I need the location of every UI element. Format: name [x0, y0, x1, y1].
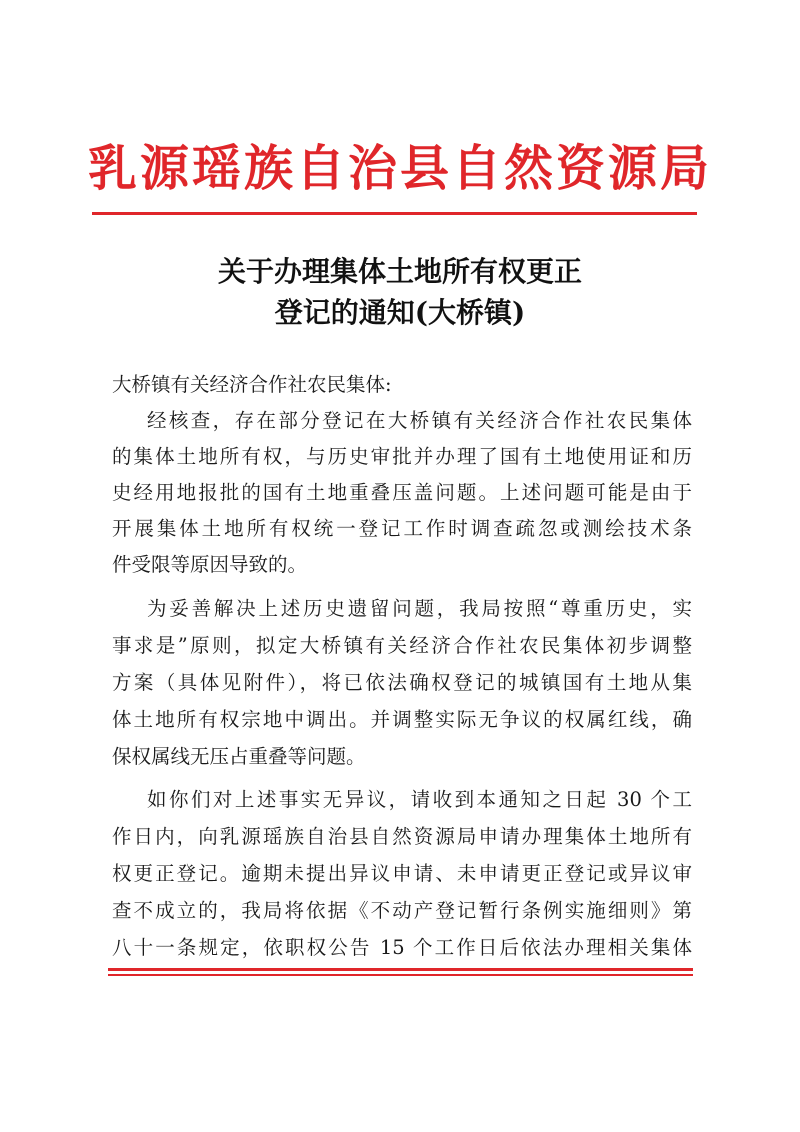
paragraph-3-line: 如你们对上述事实无异议，请收到本通知之日起 30 个工: [147, 788, 692, 811]
footer-red-rule-thin: [108, 974, 693, 976]
paragraph-3-line: 查不成立的，我局将依据《不动产登记暂行条例实施细则》第: [112, 899, 692, 922]
paragraph-2-line: 体土地所有权宗地中调出。并调整实际无争议的权属红线，确: [112, 708, 692, 731]
paragraph-1-line: 史经用地报批的国有土地重叠压盖问题。上述问题可能是由于: [112, 481, 692, 504]
paragraph-1-line: 件受限等原因导致的。: [112, 553, 308, 576]
paragraph-3-line: 八十一条规定，依职权公告 15 个工作日后依法办理相关集体: [112, 936, 692, 959]
issuing-authority-heading: 乳源瑶族自治县自然资源局: [87, 139, 712, 197]
paragraph-1-line: 经核查，存在部分登记在大桥镇有关经济合作社农民集体: [147, 409, 692, 432]
paragraph-2-line: 事求是”原则，拟定大桥镇有关经济合作社农民集体初步调整: [112, 634, 692, 657]
notice-title-line-2: 登记的通知(大桥镇): [274, 296, 526, 329]
paragraph-2-line: 保权属线无压占重叠等问题。: [112, 745, 366, 768]
paragraph-2-line: 为妥善解决上述历史遗留问题，我局按照“尊重历史，实: [147, 597, 692, 620]
notice-title-line-1: 关于办理集体土地所有权更正: [217, 255, 582, 288]
paragraph-1-line: 的集体土地所有权，与历史审批并办理了国有土地使用证和历: [112, 445, 692, 468]
paragraph-1-line: 开展集体土地所有权统一登记工作时调查疏忽或测绘技术条: [112, 517, 692, 540]
paragraph-3-line: 权更正登记。逾期未提出异议申请、未申请更正登记或异议审: [112, 862, 692, 885]
header-red-rule: [92, 212, 697, 215]
paragraph-3-line: 作日内，向乳源瑶族自治县自然资源局申请办理集体土地所有: [112, 825, 692, 848]
salutation: 大桥镇有关经济合作社农民集体:: [112, 373, 392, 396]
footer-red-rule-thick: [108, 968, 693, 971]
paragraph-2-line: 方案（具体见附件），将已依法确权登记的城镇国有土地从集: [112, 671, 692, 694]
